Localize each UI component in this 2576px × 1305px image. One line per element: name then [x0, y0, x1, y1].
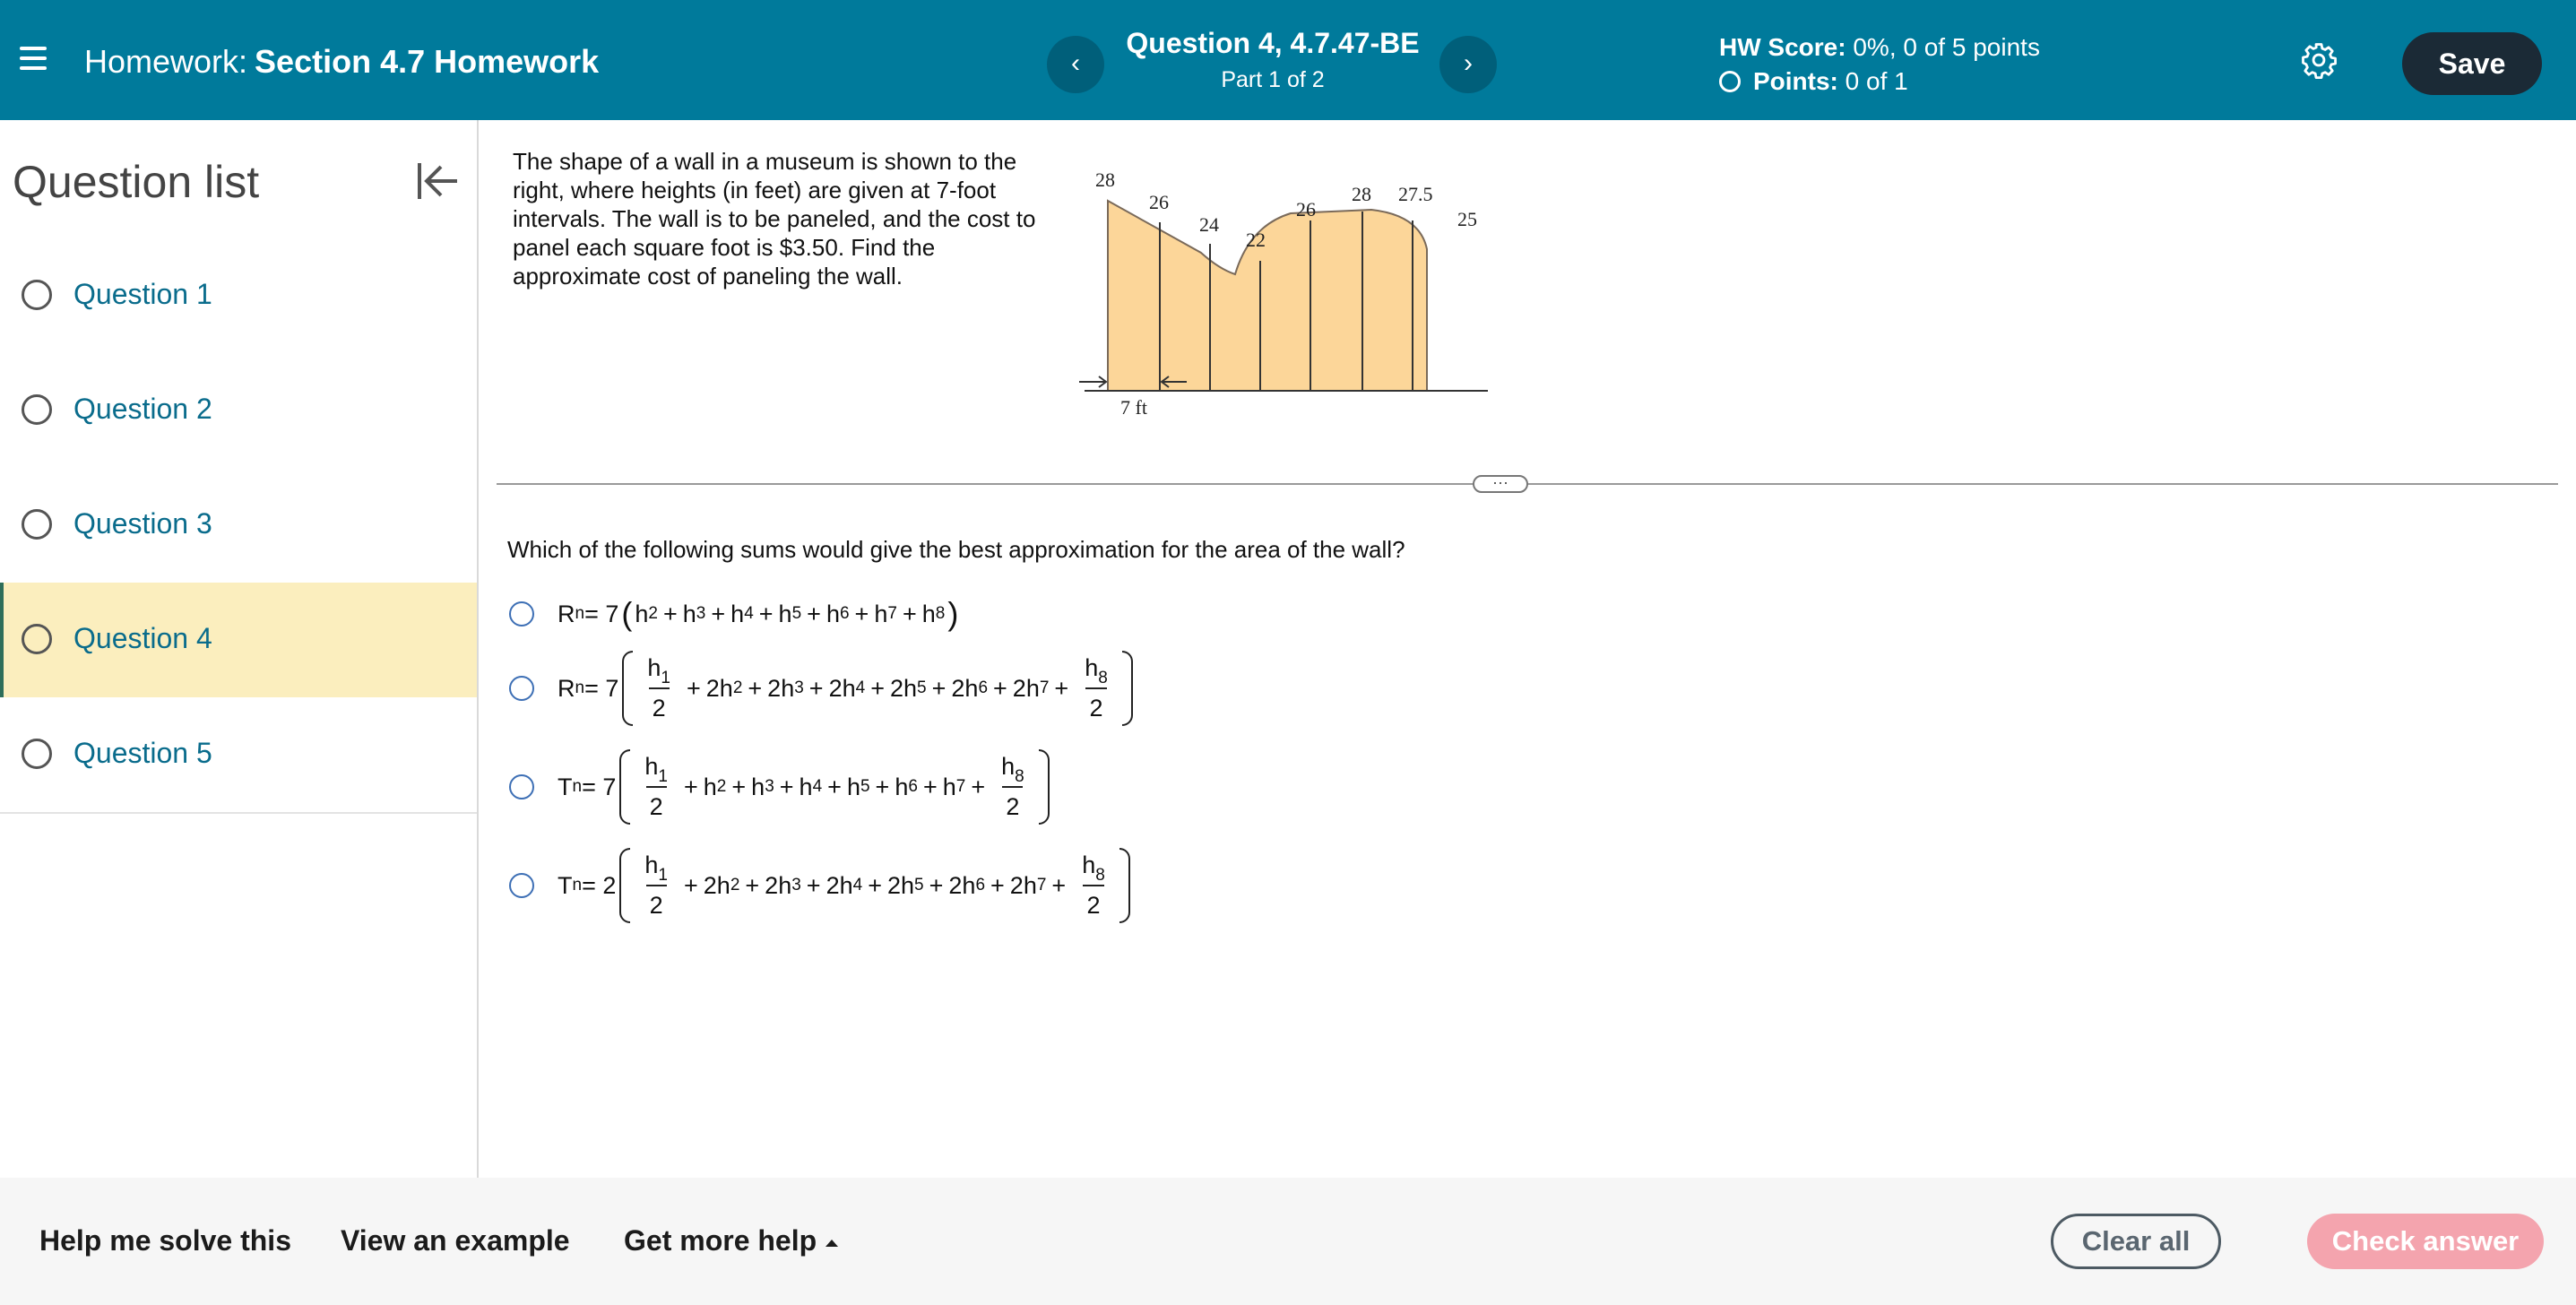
- height-label: 28: [1352, 183, 1371, 205]
- question-list-item-5[interactable]: [0, 697, 477, 812]
- gear-icon[interactable]: [2300, 41, 2338, 79]
- answer-radio[interactable]: [509, 873, 534, 898]
- wall-figure: [1067, 158, 1497, 427]
- homework-title: [84, 43, 599, 81]
- formula-lhs: R: [558, 600, 575, 627]
- formula-b: R n = 7 $\frac{h_1}{2}$ + 2h 2 + 2h 3 + 2h 4 + 2h 5 + 2h 6 + 2h 7 + $\frac{h_8}{2}$: [558, 651, 1137, 726]
- footer-bar: [0, 1178, 2576, 1305]
- hw-score-label: HW Score:: [1719, 33, 1846, 61]
- answer-radio[interactable]: [509, 676, 534, 701]
- question-list-item-label: Question 2: [73, 393, 212, 425]
- chevron-left-icon: ‹: [1071, 48, 1080, 78]
- get-more-help-label: Get more help: [624, 1224, 817, 1257]
- question-header: [1094, 27, 1452, 93]
- formula-a: R n = 7 ( h 2 + h 3 + h 4 + h 5 + h 6 + h 7 + h 8 ): [558, 595, 959, 632]
- points-status-icon: [1719, 71, 1741, 92]
- clear-all-button[interactable]: Clear all: [2051, 1214, 2221, 1269]
- view-example-link[interactable]: View an example: [341, 1224, 570, 1257]
- height-label: 22: [1246, 229, 1266, 251]
- question-list-item-label: Question 1: [73, 278, 212, 310]
- question-list-item-label: Question 3: [73, 507, 212, 540]
- hw-score-value: 0%, 0 of 5 points: [1853, 33, 2040, 61]
- question-list-panel: [0, 120, 479, 1178]
- question-list-item-1[interactable]: [0, 238, 477, 353]
- question-list-item-4[interactable]: [0, 583, 477, 697]
- homework-name: Section 4.7 Homework: [255, 43, 600, 80]
- question-list-item-label: Question 4: [73, 622, 212, 654]
- formula-lhs: T: [558, 871, 573, 899]
- points-value: 0 of 1: [1845, 67, 1908, 95]
- question-prompt: Which of the following sums would give the best approximation for the area of the wall?: [507, 536, 1405, 563]
- formula-lhs: T: [558, 773, 573, 800]
- collapse-panel-icon[interactable]: [414, 158, 461, 204]
- answer-radio[interactable]: [509, 601, 534, 627]
- caret-up-icon: [826, 1240, 838, 1247]
- answer-radio[interactable]: [509, 774, 534, 799]
- formula-coefficient: = 2: [582, 871, 617, 899]
- get-more-help-menu[interactable]: [624, 1224, 838, 1257]
- question-title: Question 4, 4.7.47-BE: [1126, 27, 1420, 59]
- question-status-icon: [22, 624, 52, 654]
- top-bar: [0, 0, 2576, 120]
- question-part: Part 1 of 2: [1221, 67, 1325, 92]
- formula-coefficient: = 7: [584, 674, 619, 702]
- help-me-solve-link[interactable]: Help me solve this: [39, 1224, 291, 1257]
- answer-option-c[interactable]: [509, 749, 1053, 825]
- formula-coefficient: = 7: [584, 600, 619, 627]
- question-list-item-2[interactable]: [0, 353, 477, 468]
- formula-c: T n = 7 $\frac{h_1}{2}$ + h 2 + h 3 + h 4 + h 5 + h 6 + h 7 + $\frac{h_8}{2}$: [558, 749, 1053, 825]
- answer-option-a[interactable]: [509, 595, 961, 633]
- save-button[interactable]: Save: [2402, 32, 2542, 95]
- homework-prefix: Homework:: [84, 43, 248, 80]
- height-label: 25: [1457, 208, 1477, 230]
- points-label: Points:: [1753, 67, 1838, 95]
- interval-label: 7 ft: [1120, 396, 1147, 419]
- next-question-button[interactable]: [1439, 36, 1497, 93]
- menu-icon[interactable]: [20, 47, 47, 73]
- score-panel: [1719, 30, 2040, 99]
- question-status-icon: [22, 280, 52, 310]
- height-label: 24: [1199, 213, 1219, 236]
- height-label: 27.5: [1398, 183, 1433, 205]
- question-list-item-label: Question 5: [73, 737, 212, 769]
- question-list-item-3[interactable]: [0, 468, 477, 583]
- question-status-icon: [22, 509, 52, 540]
- height-label: 26: [1149, 191, 1169, 213]
- wall-shape: [1108, 201, 1427, 391]
- question-list-title: Question list: [13, 157, 260, 207]
- height-label: 28: [1095, 169, 1115, 191]
- resize-handle[interactable]: ···: [1473, 475, 1528, 493]
- formula-coefficient: = 7: [582, 773, 617, 800]
- check-answer-button[interactable]: Check answer: [2307, 1214, 2544, 1269]
- divider: [0, 812, 477, 814]
- hw-score: [1719, 30, 2040, 65]
- answer-option-d[interactable]: [509, 848, 1134, 923]
- points: [1719, 65, 2040, 99]
- question-status-icon: [22, 739, 52, 769]
- answer-option-b[interactable]: [509, 651, 1137, 726]
- formula-d: T n = 2 $\frac{h_1}{2}$ + 2h 2 + 2h 3 + 2h 4 + 2h 5 + 2h 6 + 2h 7 + $\frac{h_8}{2}$: [558, 848, 1134, 923]
- height-label: 26: [1296, 198, 1316, 220]
- problem-statement: The shape of a wall in a museum is shown to the right, where heights (in feet) are given at 7-foot intervals. The wall is to be paneled, and the cost to panel each square foot is $3.50. Find the approximate cost of paneling the wall.: [513, 148, 1036, 290]
- question-status-icon: [22, 394, 52, 425]
- formula-lhs: R: [558, 674, 575, 702]
- chevron-right-icon: ›: [1464, 48, 1473, 78]
